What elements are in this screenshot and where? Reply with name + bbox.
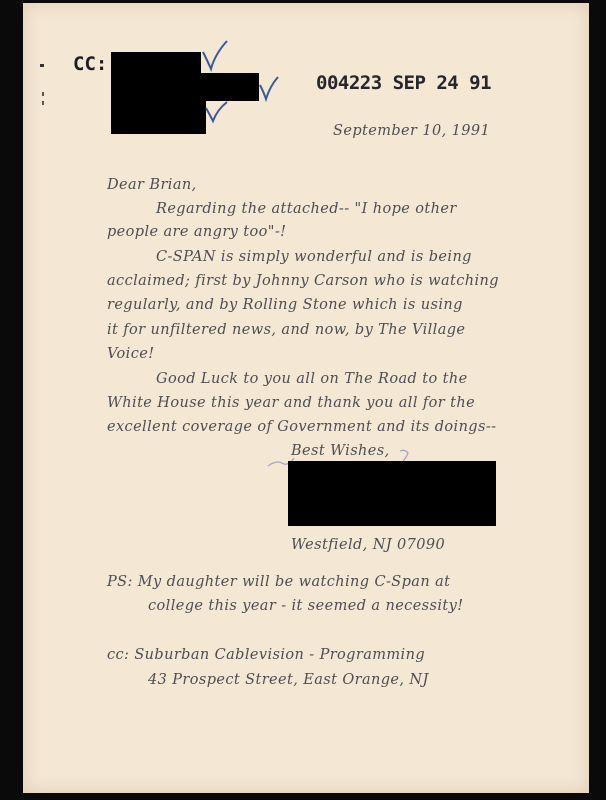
body-line: excellent coverage of Government and its doings-- xyxy=(107,419,497,435)
punch-mark xyxy=(40,64,44,67)
redacted-block xyxy=(111,73,259,101)
letter-date: September 10, 1991 xyxy=(333,123,491,139)
cc-footer-line: cc: Suburban Cablevision - Programming xyxy=(107,647,426,663)
ps-line: PS: My daughter will be watching C-Span at xyxy=(107,574,451,590)
received-stamp: 004223 SEP 24 91 xyxy=(316,72,492,94)
cc-footer-line: 43 Prospect Street, East Orange, NJ xyxy=(148,672,429,688)
checkmark-icon xyxy=(258,74,280,102)
punch-mark xyxy=(42,101,44,105)
cc-header-label: CC: xyxy=(73,53,108,75)
body-line: White House this year and thank you all for the xyxy=(107,395,476,411)
body-line: people are angry too"-! xyxy=(107,224,287,240)
checkmark-icon xyxy=(204,98,230,124)
body-line: it for unfiltered news, and now, by The Village xyxy=(107,322,466,338)
body-line: Voice! xyxy=(107,346,155,362)
body-line: C-SPAN is simply wonderful and is being xyxy=(156,249,472,265)
closing: Best Wishes, xyxy=(291,443,390,459)
salutation: Dear Brian, xyxy=(107,177,197,193)
body-line: acclaimed; first by Johnny Carson who is watching xyxy=(107,273,499,289)
checkmark-icon xyxy=(200,38,230,72)
body-line: regularly, and by Rolling Stone which is using xyxy=(107,297,463,313)
redacted-block xyxy=(111,99,206,134)
body-line: Good Luck to you all on The Road to the xyxy=(156,371,468,387)
body-line: Regarding the attached-- "I hope other xyxy=(156,201,457,217)
redacted-signature xyxy=(288,461,496,526)
punch-mark xyxy=(42,92,44,96)
ps-line: college this year - it seemed a necessity! xyxy=(148,598,464,614)
sender-city: Westfield, NJ 07090 xyxy=(291,537,446,553)
